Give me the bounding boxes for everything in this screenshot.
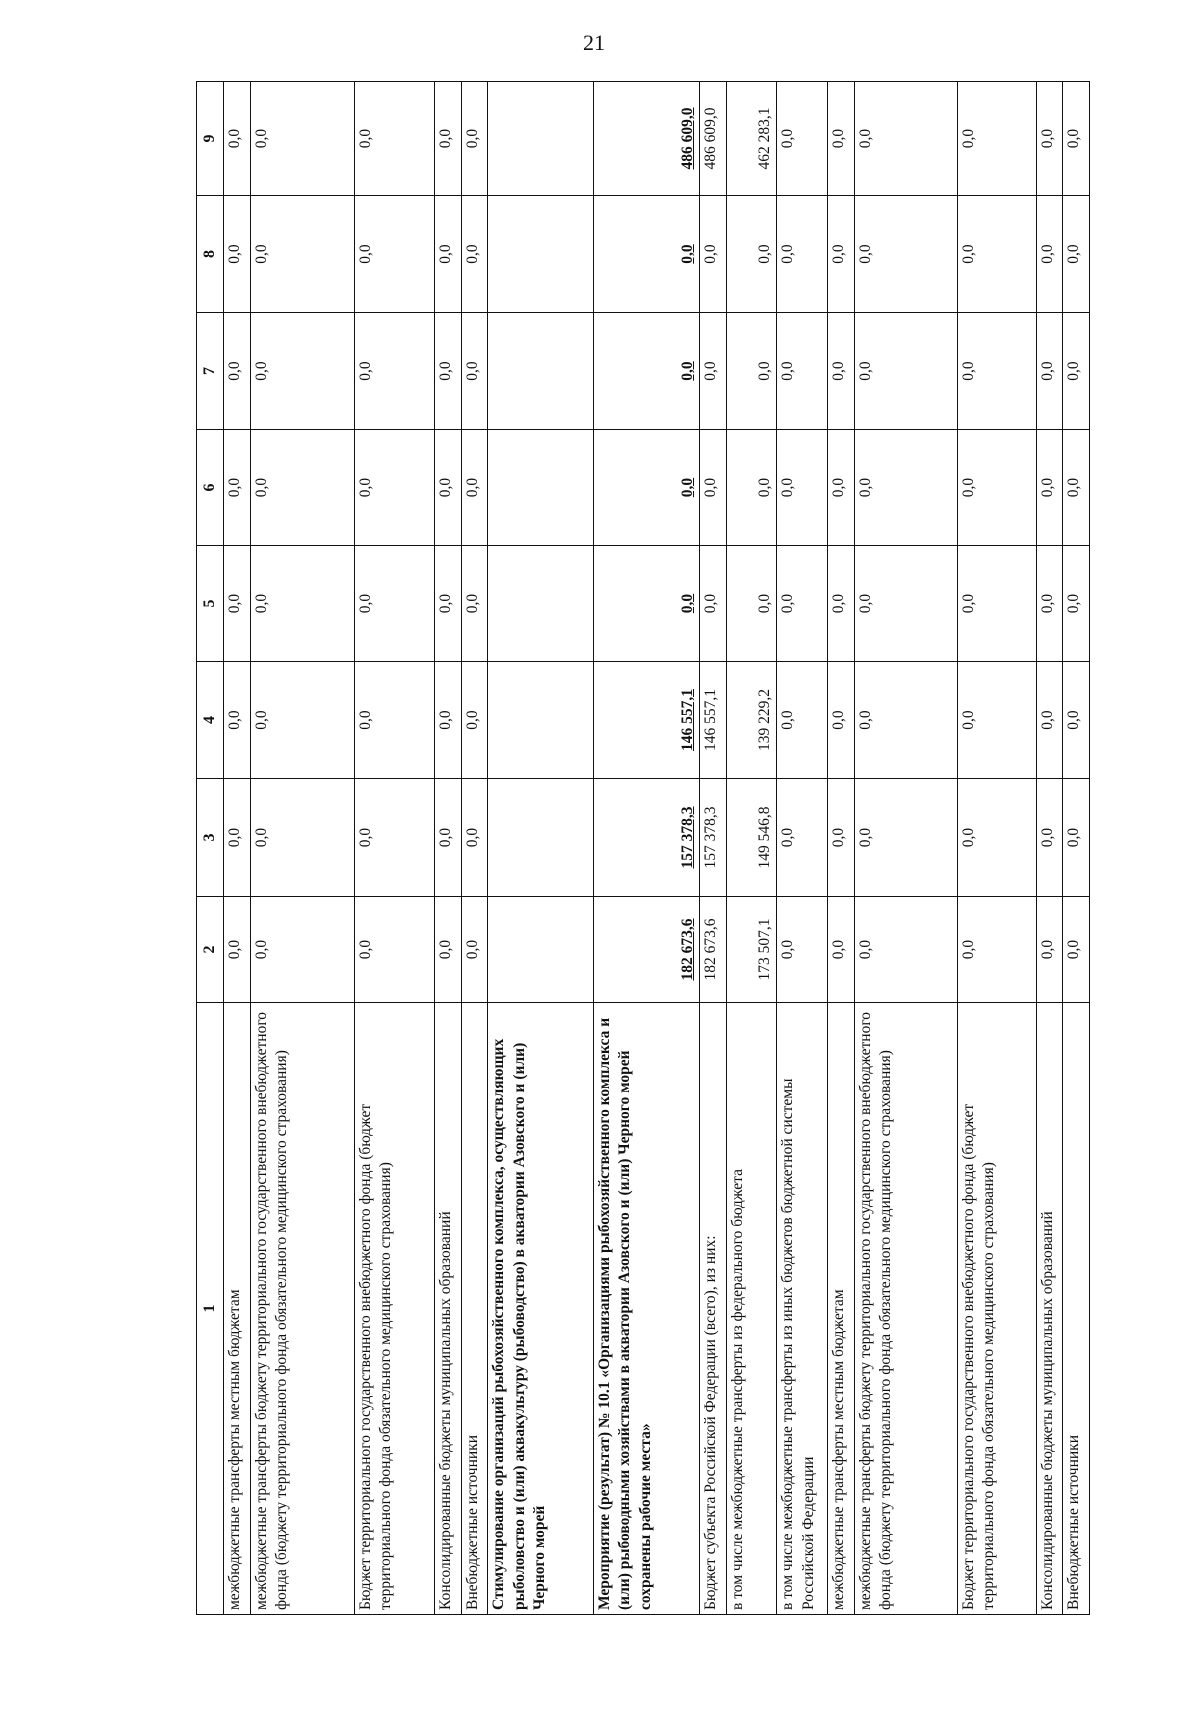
cell-value: 0,0 [1063,662,1090,779]
cell-value: 0,0 [461,313,488,430]
cell-value: 0,0 [700,313,727,430]
column-header: 6 [197,430,224,546]
row-label: в том числе межбюджетные трансферты из федерального бюджета [726,1003,777,1615]
cell-value: 0,0 [726,546,777,662]
table-row [828,82,855,1615]
cell-value: 0,0 [1036,430,1063,546]
cell-value [488,82,594,196]
row-label: межбюджетные трансферты бюджету территориального государственного внебюджетного фонда (бюджету территориального фонда обязательного медицинского страхования) [251,1003,355,1615]
table-row [224,82,251,1615]
cell-value: 149 546,8 [726,779,777,897]
cell-value: 0,0 [224,430,251,546]
table-row-measure [594,82,700,1615]
cell-value: 0,0 [251,430,355,546]
cell-value: 0,0 [854,897,958,1003]
row-label: Бюджет территориального государственного внебюджетного фонда (бюджет территориального фонда обязательного медицинского страхования) [958,1003,1036,1615]
cell-value: 0,0 [435,82,462,196]
cell-value: 0,0 [251,196,355,313]
row-label: межбюджетные трансферты местным бюджетам [224,1003,251,1615]
cell-value [488,779,594,897]
cell-value: 182 673,6 [700,897,727,1003]
cell-value: 0,0 [435,313,462,430]
column-header: 4 [197,662,224,779]
table-row [1063,82,1090,1615]
cell-value: 0,0 [958,430,1036,546]
cell-value: 0,0 [1036,313,1063,430]
cell-value: 0,0 [700,430,727,546]
cell-value: 0,0 [854,546,958,662]
cell-value: 0,0 [461,82,488,196]
cell-value: 0,0 [1036,662,1063,779]
cell-value: 0,0 [828,82,855,196]
cell-value: 0,0 [435,196,462,313]
cell-value: 0,0 [461,897,488,1003]
page-number: 21 [583,30,605,55]
cell-value: 0,0 [828,779,855,897]
column-header: 2 [197,897,224,1003]
cell-value: 0,0 [828,313,855,430]
cell-value: 173 507,1 [726,897,777,1003]
cell-value: 0,0 [700,196,727,313]
cell-value: 0,0 [435,779,462,897]
table-row [700,82,727,1615]
cell-value: 0,0 [354,82,435,196]
cell-value: 0,0 [726,430,777,546]
cell-value: 182 673,6 [594,897,700,1003]
column-header: 9 [197,82,224,196]
cell-value: 0,0 [828,897,855,1003]
cell-value: 0,0 [354,897,435,1003]
row-label: в том числе межбюджетные трансферты из иных бюджетов бюджетной системы Российской Федерации [777,1003,828,1615]
cell-value: 0,0 [854,430,958,546]
cell-value: 0,0 [958,897,1036,1003]
rotated-table-container [196,82,1090,1615]
cell-value: 0,0 [777,430,828,546]
cell-value: 0,0 [777,82,828,196]
cell-value: 0,0 [958,779,1036,897]
table-row [354,82,435,1615]
cell-value [488,662,594,779]
row-label: Консолидированные бюджеты муниципальных образований [435,1003,462,1615]
table-row-section [488,82,594,1615]
cell-value: 157 378,3 [594,779,700,897]
cell-value: 0,0 [224,546,251,662]
cell-value: 0,0 [594,196,700,313]
cell-value: 0,0 [958,313,1036,430]
cell-value: 0,0 [726,196,777,313]
cell-value: 0,0 [354,779,435,897]
cell-value: 0,0 [828,430,855,546]
table-row [1036,82,1063,1615]
cell-value: 0,0 [224,779,251,897]
cell-value: 0,0 [224,196,251,313]
cell-value: 0,0 [726,313,777,430]
cell-value: 0,0 [594,313,700,430]
cell-value: 0,0 [777,313,828,430]
header-row [197,82,224,1615]
table-row [854,82,958,1615]
cell-value: 0,0 [777,897,828,1003]
cell-value [488,430,594,546]
cell-value: 0,0 [1036,897,1063,1003]
column-header: 1 [197,1003,224,1615]
cell-value: 0,0 [224,313,251,430]
cell-value: 0,0 [251,779,355,897]
cell-value: 0,0 [777,196,828,313]
row-label: межбюджетные трансферты бюджету территориального государственного внебюджетного фонда (бюджету территориального фонда обязательного медицинского страхования) [854,1003,958,1615]
cell-value: 157 378,3 [700,779,727,897]
cell-value: 486 609,0 [700,82,727,196]
cell-value: 0,0 [435,546,462,662]
cell-value: 0,0 [854,662,958,779]
cell-value [488,313,594,430]
cell-value: 0,0 [854,196,958,313]
cell-value: 0,0 [1063,779,1090,897]
cell-value: 0,0 [1036,82,1063,196]
row-label: Бюджет территориального государственного внебюджетного фонда (бюджет территориального фонда обязательного медицинского страхования) [354,1003,435,1615]
cell-value: 0,0 [1063,82,1090,196]
cell-value: 0,0 [224,82,251,196]
table-row [461,82,488,1615]
column-header: 5 [197,546,224,662]
section-label: Стимулирование организаций рыбохозяйственного комплекса, осуществляющих рыболовство и (или) аквакультуру (рыбоводство) в акватории Азовского и (или) Черного морей [488,1003,594,1615]
cell-value: 0,0 [854,82,958,196]
cell-value: 0,0 [594,546,700,662]
cell-value: 0,0 [594,430,700,546]
cell-value: 0,0 [461,662,488,779]
cell-value: 0,0 [461,546,488,662]
cell-value: 0,0 [251,662,355,779]
cell-value: 0,0 [958,662,1036,779]
cell-value: 0,0 [251,313,355,430]
measure-label: Мероприятие (результат) № 10.1 «Организациями рыбохозяйственного комплекса и (или) рыбоводными хозяйствами в акватории Азовского и (или) Черного морей сохранены рабочие места» [594,1003,700,1615]
cell-value: 0,0 [1036,546,1063,662]
cell-value [488,546,594,662]
cell-value: 0,0 [777,662,828,779]
cell-value: 462 283,1 [726,82,777,196]
cell-value: 0,0 [354,313,435,430]
cell-value: 0,0 [700,546,727,662]
cell-value: 0,0 [1063,313,1090,430]
cell-value: 0,0 [1063,546,1090,662]
table-row [435,82,462,1615]
cell-value: 0,0 [777,546,828,662]
cell-value: 0,0 [251,897,355,1003]
cell-value: 0,0 [461,779,488,897]
cell-value: 0,0 [354,662,435,779]
cell-value: 0,0 [461,196,488,313]
cell-value: 0,0 [958,196,1036,313]
cell-value: 146 557,1 [594,662,700,779]
cell-value: 146 557,1 [700,662,727,779]
cell-value: 0,0 [1063,196,1090,313]
row-label: Внебюджетные источники [1063,1003,1090,1615]
cell-value: 0,0 [354,196,435,313]
cell-value: 0,0 [224,662,251,779]
row-label: межбюджетные трансферты местным бюджетам [828,1003,855,1615]
cell-value: 0,0 [1063,430,1090,546]
row-label: Внебюджетные источники [461,1003,488,1615]
cell-value: 0,0 [828,662,855,779]
cell-value: 0,0 [1036,779,1063,897]
row-label: Бюджет субъекта Российской Федерации (всего), из них: [700,1003,727,1615]
cell-value: 0,0 [251,546,355,662]
cell-value: 0,0 [354,430,435,546]
cell-value: 0,0 [1063,897,1090,1003]
cell-value: 0,0 [461,430,488,546]
column-header: 7 [197,313,224,430]
cell-value: 0,0 [251,82,355,196]
cell-value: 0,0 [435,430,462,546]
cell-value: 0,0 [1036,196,1063,313]
cell-value [488,897,594,1003]
cell-value: 0,0 [958,546,1036,662]
cell-value: 0,0 [828,546,855,662]
cell-value: 0,0 [224,897,251,1003]
cell-value: 0,0 [777,779,828,897]
cell-value: 0,0 [854,779,958,897]
cell-value: 0,0 [854,313,958,430]
table-row [251,82,355,1615]
cell-value: 139 229,2 [726,662,777,779]
table-row [726,82,777,1615]
column-header: 3 [197,779,224,897]
budget-table [196,81,1090,1615]
table-row [958,82,1036,1615]
table-row [777,82,828,1615]
cell-value: 0,0 [828,196,855,313]
cell-value: 0,0 [354,546,435,662]
cell-value: 0,0 [435,662,462,779]
column-header: 8 [197,196,224,313]
cell-value: 486 609,0 [594,82,700,196]
cell-value: 0,0 [435,897,462,1003]
cell-value: 0,0 [958,82,1036,196]
cell-value [488,196,594,313]
row-label: Консолидированные бюджеты муниципальных образований [1036,1003,1063,1615]
